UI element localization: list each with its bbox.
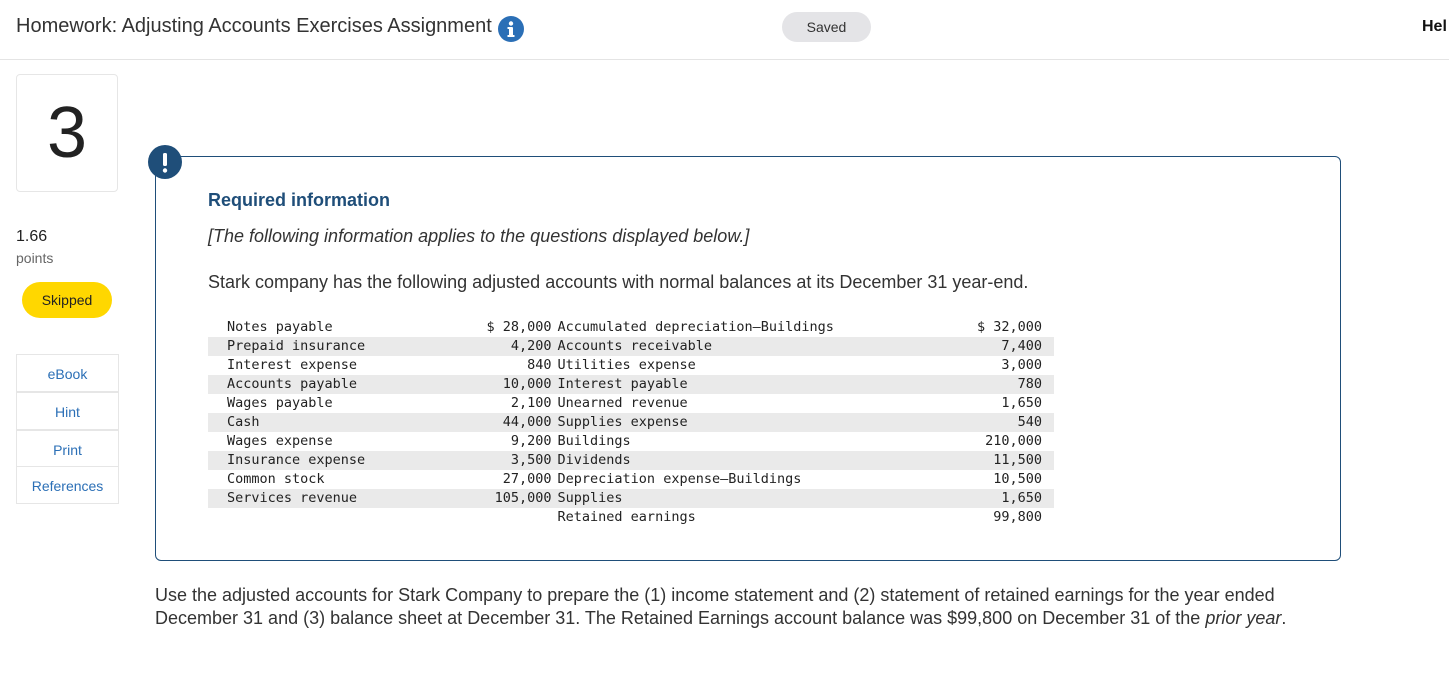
account-amount-cell: $ 32,000 (976, 319, 1042, 335)
table-row (208, 318, 1054, 337)
account-amount-cell: 10,500 (993, 471, 1042, 487)
account-amount-cell: 7,400 (963, 337, 1054, 356)
table-row (208, 413, 1054, 432)
account-amount-cell (461, 508, 557, 527)
account-amount-cell: 44,000 (461, 413, 557, 432)
account-name-cell (208, 508, 461, 527)
account-amount-cell: 3,000 (1001, 357, 1042, 373)
table-row (208, 337, 1054, 356)
required-information-note: [The following information applies to the questions displayed below.] (208, 226, 750, 246)
account-amount-cell: 11,500 (963, 451, 1054, 470)
table-row (208, 451, 1054, 470)
account-name-cell: Prepaid insurance (208, 337, 461, 356)
account-name-cell: Wages payable (227, 395, 333, 411)
account-name-cell: Interest expense (227, 357, 358, 373)
question-number-box (16, 74, 118, 192)
account-name-cell: Utilities expense (557, 357, 696, 373)
account-amount-cell: 4,200 (461, 337, 557, 356)
references-button[interactable]: References (16, 466, 119, 504)
table-row (208, 489, 1054, 508)
question-prompt-text: Use the adjusted accounts for Stark Company to prepare the (1) income statement and (2) statement of retained earnings for the year ended December 31 and (3) balance sheet at December 31. The Retained Earnings account balance was $99,800 on December 31 of the (155, 585, 1275, 628)
account-name-cell: Depreciation expense—Buildings (557, 471, 802, 487)
table-row (208, 432, 1054, 451)
adjusted-accounts-table (208, 318, 1054, 527)
account-name-cell: Accumulated depreciation—Buildings (557, 319, 834, 335)
account-amount-cell: 2,100 (510, 395, 552, 411)
account-amount-cell: 1,650 (963, 489, 1054, 508)
help-link[interactable]: Hel (1422, 18, 1447, 35)
table-row (208, 394, 1054, 413)
question-prompt-emphasis: prior year (1205, 608, 1282, 628)
question-number: 3 (46, 93, 88, 173)
account-name-cell: Wages expense (227, 433, 333, 449)
account-name-cell: Accounts receivable (558, 337, 963, 356)
hint-button[interactable]: Hint (16, 392, 119, 430)
table-row (208, 375, 1054, 394)
saved-status-badge: Saved (782, 12, 871, 42)
account-name-cell: Supplies expense (558, 413, 963, 432)
account-name-cell: Accounts payable (208, 375, 461, 394)
problem-intro: Stark company has the following adjusted accounts with normal balances at its December 31 year-end. (208, 272, 1029, 292)
table-row (208, 470, 1054, 489)
account-name-cell: Dividends (558, 451, 963, 470)
account-amount-cell: 1,650 (1001, 395, 1042, 411)
account-amount-cell: 9,200 (510, 433, 552, 449)
account-amount-cell: 99,800 (993, 509, 1042, 525)
account-amount-cell: 105,000 (461, 489, 557, 508)
account-amount-cell: 840 (527, 357, 552, 373)
exclamation-icon (148, 145, 182, 179)
account-amount-cell: 3,500 (461, 451, 557, 470)
print-button[interactable]: Print (16, 430, 119, 468)
account-name-cell: Unearned revenue (557, 395, 688, 411)
account-amount-cell: 540 (963, 413, 1054, 432)
account-amount-cell: 27,000 (502, 471, 552, 487)
account-name-cell: Interest payable (558, 375, 963, 394)
account-amount-cell: 10,000 (461, 375, 557, 394)
account-name-cell: Services revenue (208, 489, 461, 508)
ebook-button[interactable]: eBook (16, 354, 119, 392)
table-row (208, 508, 1054, 527)
account-name-cell: Cash (208, 413, 461, 432)
account-name-cell: Notes payable (227, 319, 333, 335)
account-amount-cell: 210,000 (985, 433, 1042, 449)
points-value: 1.66 (16, 228, 48, 245)
top-bar (0, 0, 1449, 60)
account-name-cell: Common stock (227, 471, 325, 487)
table-row (208, 356, 1054, 375)
account-amount-cell: 780 (963, 375, 1054, 394)
question-prompt-end: . (1281, 608, 1287, 628)
account-amount-cell: $ 28,000 (486, 319, 552, 335)
required-information-title: Required information (208, 190, 391, 210)
question-prompt (155, 584, 1345, 630)
skipped-status-badge: Skipped (22, 282, 112, 318)
assignment-title: Homework: Adjusting Accounts Exercises Assignment (16, 15, 492, 37)
account-name-cell: Insurance expense (208, 451, 461, 470)
points-label: points (16, 250, 54, 266)
account-name-cell: Supplies (558, 489, 963, 508)
account-name-cell: Buildings (557, 433, 631, 449)
info-icon[interactable] (498, 16, 524, 42)
account-name-cell: Retained earnings (557, 509, 696, 525)
